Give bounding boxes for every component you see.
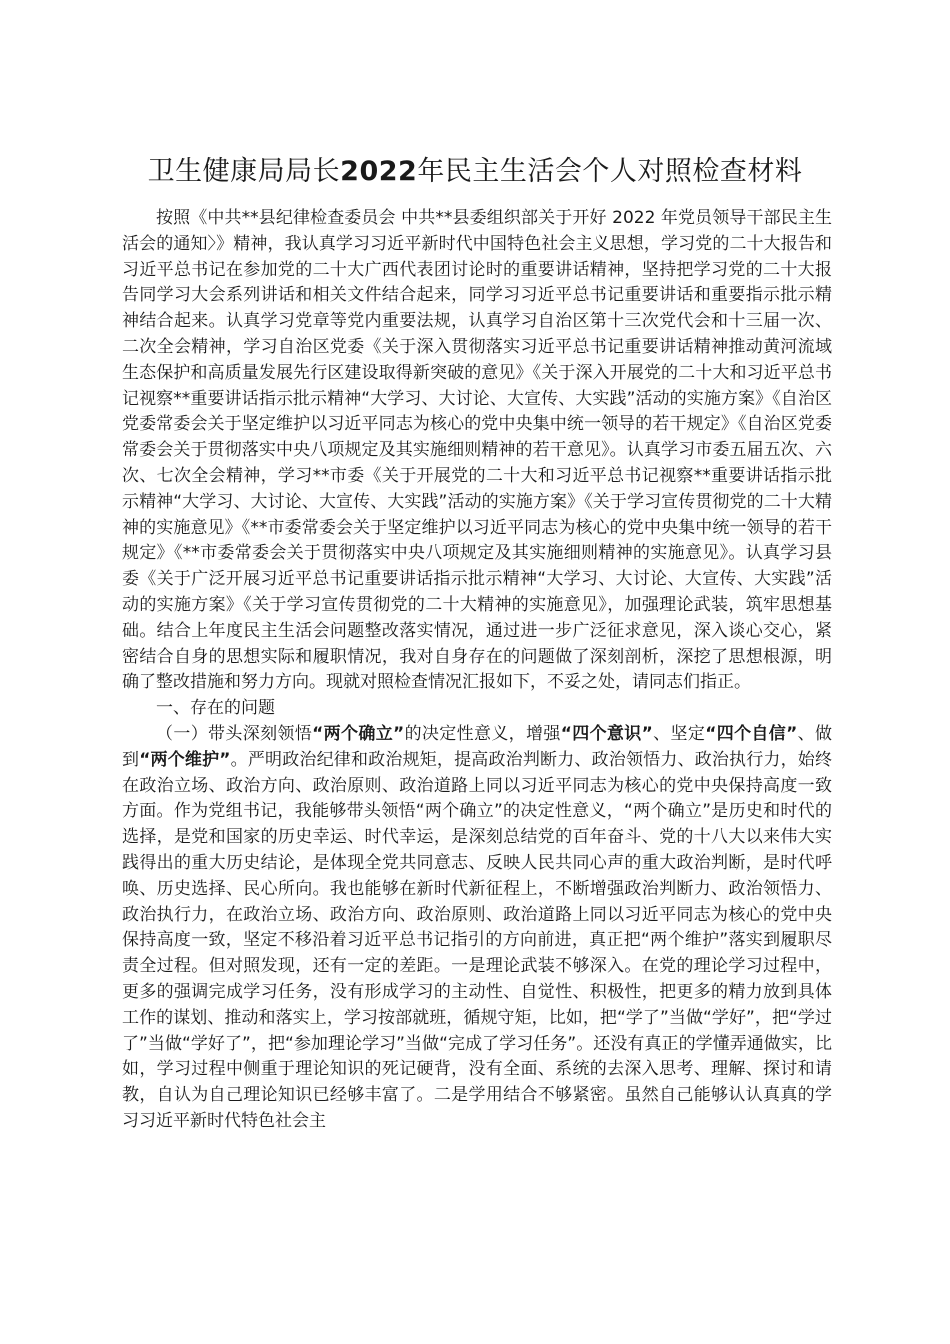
title-year: 2022 xyxy=(340,156,418,187)
subsection-lead: （一）带头深刻领悟“两个确立”的决定性意义，增强“四个意识”、坚定“四个自信”、做到“两个维护”。 xyxy=(122,723,833,770)
document-body xyxy=(122,206,832,1135)
key-phrase: “两个确立” xyxy=(312,723,405,744)
intro-paragraph: 按照《中共**县纪律检查委员会 中共**县委组织部关于开好 2022 年党员领导干部民主生活会的通知〉》精神，我认真学习习近平新时代中国特色社会主义思想，学习党的二十大报告和习近平总书记在参加党的二十大广西代表团讨论时的重要讲话精神，坚持把学习党的二十大报告同学习大会系列讲话和相关文件结合起来，同学习习近平总书记重要讲话和重要指示批示精神结合起来。认真学习党章等党内重要法规，认真学习自治区第十三次党代会和十三届一次、二次全会精神，学习自治区党委《关于深入贯彻落实习近平总书记重要讲话精神推动黄河流域生态保护和高质量发展先行区建设取得新突破的意见》《关于深入开展党的二十大和习近平总书记视察**重要讲话指示批示精神“大学习、大讨论、大宣传、大实践”活动的实施方案》《自治区党委常委会关于坚定维护以习近平同志为核心的党中央集中统一领导的若干规定》《自治区党委常委会关于贯彻落实中央八项规定及其实施细则精神的若干意见》。认真学习市委五届五次、六次、七次全会精神，学习**市委《关于开展党的二十大和习近平总书记视察**重要讲话指示批示精神“大学习、大讨论、大宣传、大实践”活动的实施方案》《关于学习宣传贯彻党的二十大精神的实施意见》《**市委常委会关于坚定维护以习近平同志为核心的党中央集中统一领导的若干规定》《**市委常委会关于贯彻落实中央八项规定及其实施细则精神的实施意见》。认真学习县委《关于广泛开展习近平总书记重要讲话指示批示精神“大学习、大讨论、大宣传、大实践”活动的实施方案》《关于学习宣传贯彻党的二十大精神的实施意见》，加强理论武装，筑牢思想基础。结合上年度民主生活会问题整改落实情况，通过进一步广泛征求意见，深入谈心交心，紧密结合自身的思想实际和履职情况，我对自身存在的问题做了深刻剖析，深挖了思想根源，明确了整改措施和努力方向。现就对照检查情况汇报如下，不妥之处，请同志们指正。 xyxy=(122,208,832,693)
title-prefix: 卫生健康局局长 xyxy=(147,156,341,187)
subsection-paragraph xyxy=(122,722,832,1135)
title-suffix: 年民主生活会个人对照检查材料 xyxy=(417,156,803,187)
key-phrase: “四个意识” xyxy=(560,723,653,744)
document-title xyxy=(0,152,950,192)
subsection-body: 严明政治纪律和政治规矩，提高政治判断力、政治领悟力、政治执行力，始终在政治立场、政治方向、政治原则、政治道路上同以习近平同志为核心的党中央保持高度一致方面。作为党组书记，我能够带头领悟“两个确立”的决定性意义，“两个确立”是历史和时代的选择，是党和国家的历史幸运、时代幸运，是深刻总结党的百年奋斗、党的十八大以来伟大实践得出的重大历史结论，是体现全党共同意志、反映人民共同心声的重大政治判断，是时代呼唤、历史选择、民心所向。我也能够在新时代新征程上，不断增强政治判断力、政治领悟力、政治执行力，在政治立场、政治方向、政治原则、政治道路上同以习近平同志为核心的党中央保持高度一致，坚定不移沿着习近平总书记指引的方向前进，真正把“两个维护”落实到履职尽责全过程。但对照发现，还有一定的差距。一是理论武装不够深入。在党的理论学习过程中，更多的强调完成学习任务，没有形成学习的主动性、自觉性、积极性，把更多的精力放到具体工作的谋划、推动和落实上，学习按部就班，循规守矩，比如，把“学了”当做“学好”，把“学过了”当做“学好了”，把“参加理论学习”当做“完成了学习任务”。还没有真正的学懂弄通做实，比如，学习过程中侧重于理论知识的死记硬背，没有全面、系统的去深入思考、理解、探讨和请教，自认为自己理论知识已经够丰富了。二是学用结合不够紧密。虽然自己能够认认真真的学习习近平新时代特色社会主 xyxy=(122,749,832,1131)
key-phrase: “四个自信” xyxy=(705,723,798,744)
section-heading: 一、存在的问题 xyxy=(156,698,275,719)
key-phrase: “两个维护” xyxy=(139,749,231,770)
